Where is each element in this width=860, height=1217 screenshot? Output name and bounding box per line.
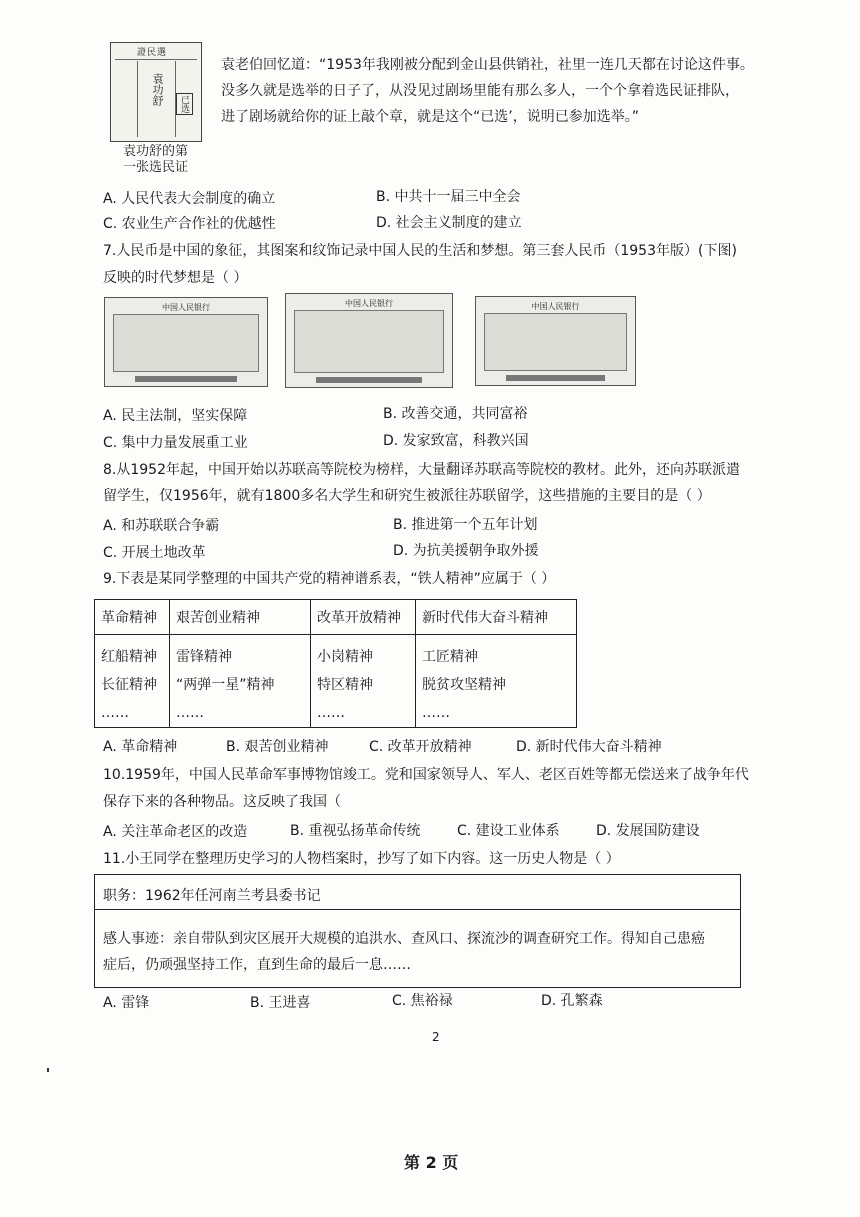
banknote-design bbox=[294, 310, 444, 373]
profile-position: 职务：1962年任河南兰考县委书记 bbox=[103, 888, 321, 904]
q11-stem: 11.小王同学在整理历史学习的人物档案时，抄写了如下内容。这一历史人物是（ ） bbox=[103, 851, 620, 867]
page-number: 2 bbox=[432, 1030, 440, 1044]
q11-option-d: D. 孔繁森 bbox=[541, 993, 603, 1009]
caption-line: 袁功舒的第 bbox=[122, 144, 188, 159]
voter-card-name: 袁功舒 bbox=[151, 73, 164, 106]
banknote-design bbox=[113, 314, 259, 372]
q6-quote bbox=[221, 52, 754, 130]
q11-option-c: C. 焦裕禄 bbox=[392, 993, 453, 1009]
cell-item: …… bbox=[317, 705, 345, 721]
banknote-title: 中国人民银行 bbox=[162, 303, 210, 312]
q7-option-d: D. 发家致富，科教兴国 bbox=[383, 433, 529, 449]
quote-line: 没多久就是选举的日子了，从没见过剧场里能有那么多人，一个个拿着选民证排队， bbox=[221, 83, 739, 99]
spirit-table bbox=[94, 599, 577, 728]
q9-option-d: D. 新时代伟大奋斗精神 bbox=[516, 739, 662, 755]
q8-option-b: B. 推进第一个五年计划 bbox=[393, 517, 538, 533]
q8-option-c: C. 开展土地改革 bbox=[103, 545, 206, 561]
box-divider bbox=[95, 909, 740, 910]
voter-card-stamp: 已选 bbox=[176, 93, 193, 115]
page-footer: 第 2 页 bbox=[404, 1153, 459, 1172]
banknote-image-3 bbox=[475, 296, 636, 386]
table-header-cell: 艰苦创业精神 bbox=[170, 600, 311, 635]
card-line bbox=[115, 59, 197, 60]
q10-option-b: B. 重视弘扬革命传统 bbox=[290, 823, 421, 839]
q10-option-d: D. 发展国防建设 bbox=[596, 823, 700, 839]
cell-item: 长征精神 bbox=[101, 677, 157, 693]
quote-line: 袁老伯回忆道：“1953年我刚被分配到金山县供销社，社里一连几天都在讨论这件事。 bbox=[221, 57, 754, 73]
image-caption bbox=[108, 144, 203, 176]
table-row bbox=[95, 635, 577, 728]
q7-stem-1: 7.人民币是中国的象征，其图案和纹饰记录中国人民的生活和梦想。第三套人民币（1953年版）(下图) bbox=[103, 243, 737, 259]
q9-stem: 9.下表是某同学整理的中国共产党的精神谱系表，“铁人精神”应属于（ ） bbox=[103, 571, 556, 587]
banknote-band bbox=[316, 377, 422, 383]
q8-option-a: A. 和苏联联合争霸 bbox=[103, 518, 220, 534]
voter-card-header: 證民選 bbox=[137, 48, 168, 58]
table-cell bbox=[416, 635, 577, 728]
banknote-image-1 bbox=[104, 297, 268, 387]
banknote-title: 中国人民银行 bbox=[345, 299, 393, 308]
q11-option-b: B. 王进喜 bbox=[250, 995, 311, 1011]
table-header-cell: 新时代伟大奋斗精神 bbox=[416, 600, 577, 635]
q7-option-c: C. 集中力量发展重工业 bbox=[103, 435, 248, 451]
card-vline bbox=[137, 61, 138, 137]
quote-line: 进了剧场就给你的证上敲个章，就是这个“已选’，说明已参加选举。” bbox=[221, 109, 639, 125]
q10-stem-1: 10.1959年，中国人民革命军事博物馆竣工。党和国家领导人、军人、老区百姓等都无偿送来了战争年代 bbox=[103, 767, 749, 783]
banknote-title: 中国人民银行 bbox=[531, 302, 580, 311]
caption-line: 一张选民证 bbox=[122, 160, 188, 175]
q8-option-d: D. 为抗美援朝争取外援 bbox=[393, 543, 539, 559]
table-header-cell: 革命精神 bbox=[95, 600, 170, 635]
q11-option-a: A. 雷锋 bbox=[103, 995, 150, 1011]
q8-stem-2: 留学生，仅1956年，就有1800多名大学生和研究生被派往苏联留学，这些措施的主要目的是（ ） bbox=[103, 488, 711, 504]
q8-stem-1: 8.从1952年起，中国开始以苏联高等院校为榜样，大量翻译苏联高等院校的教材。此外，还向苏联派遣 bbox=[103, 462, 740, 478]
cell-item: …… bbox=[422, 705, 450, 721]
q7-option-b: B. 改善交通，共同富裕 bbox=[383, 406, 528, 422]
q6-option-b: B. 中共十一届三中全会 bbox=[376, 189, 521, 205]
voter-card-image bbox=[110, 42, 202, 142]
q9-option-c: C. 改革开放精神 bbox=[369, 739, 472, 755]
q10-option-a: A. 关注革命老区的改造 bbox=[103, 824, 248, 840]
cell-item: “两弹一星”精神 bbox=[176, 677, 275, 693]
table-cell bbox=[311, 635, 416, 728]
q6-option-a: A. 人民代表大会制度的确立 bbox=[103, 191, 276, 207]
cell-item: 雷锋精神 bbox=[176, 649, 232, 665]
q9-option-a: A. 革命精神 bbox=[103, 739, 178, 755]
cell-item: …… bbox=[101, 705, 129, 721]
q7-stem-2: 反映的时代梦想是（ ） bbox=[103, 270, 248, 286]
table-header-row bbox=[95, 600, 577, 635]
profile-deeds-1: 感人事迹：亲自带队到灾区展开大规模的追洪水、查风口、探流沙的调查研究工作。得知自己患癌 bbox=[103, 931, 705, 947]
cell-item: 工匠精神 bbox=[422, 649, 478, 665]
cell-item: 小岗精神 bbox=[317, 649, 373, 665]
table-header-cell: 改革开放精神 bbox=[311, 600, 416, 635]
table-cell bbox=[95, 635, 170, 728]
q9-option-b: B. 艰苦创业精神 bbox=[226, 739, 329, 755]
banknote-image-2 bbox=[285, 293, 453, 388]
scan-mark bbox=[47, 1068, 49, 1072]
cell-item: 特区精神 bbox=[317, 677, 373, 693]
banknote-design bbox=[484, 313, 627, 371]
profile-deeds-2: 症后，仍顽强坚持工作，直到生命的最后一息…… bbox=[103, 957, 411, 973]
q6-option-c: C. 农业生产合作社的优越性 bbox=[103, 216, 276, 232]
cell-item: …… bbox=[176, 705, 204, 721]
q7-option-a: A. 民主法制，坚实保障 bbox=[103, 408, 248, 424]
q6-option-d: D. 社会主义制度的建立 bbox=[376, 215, 522, 231]
cell-item: 脱贫攻坚精神 bbox=[422, 677, 506, 693]
banknote-band bbox=[506, 375, 605, 381]
banknote-band bbox=[135, 376, 237, 382]
cell-item: 红船精神 bbox=[101, 649, 157, 665]
q10-stem-2: 保存下来的各种物品。这反映了我国（ bbox=[103, 794, 341, 810]
table-cell bbox=[170, 635, 311, 728]
q10-option-c: C. 建设工业体系 bbox=[457, 823, 560, 839]
